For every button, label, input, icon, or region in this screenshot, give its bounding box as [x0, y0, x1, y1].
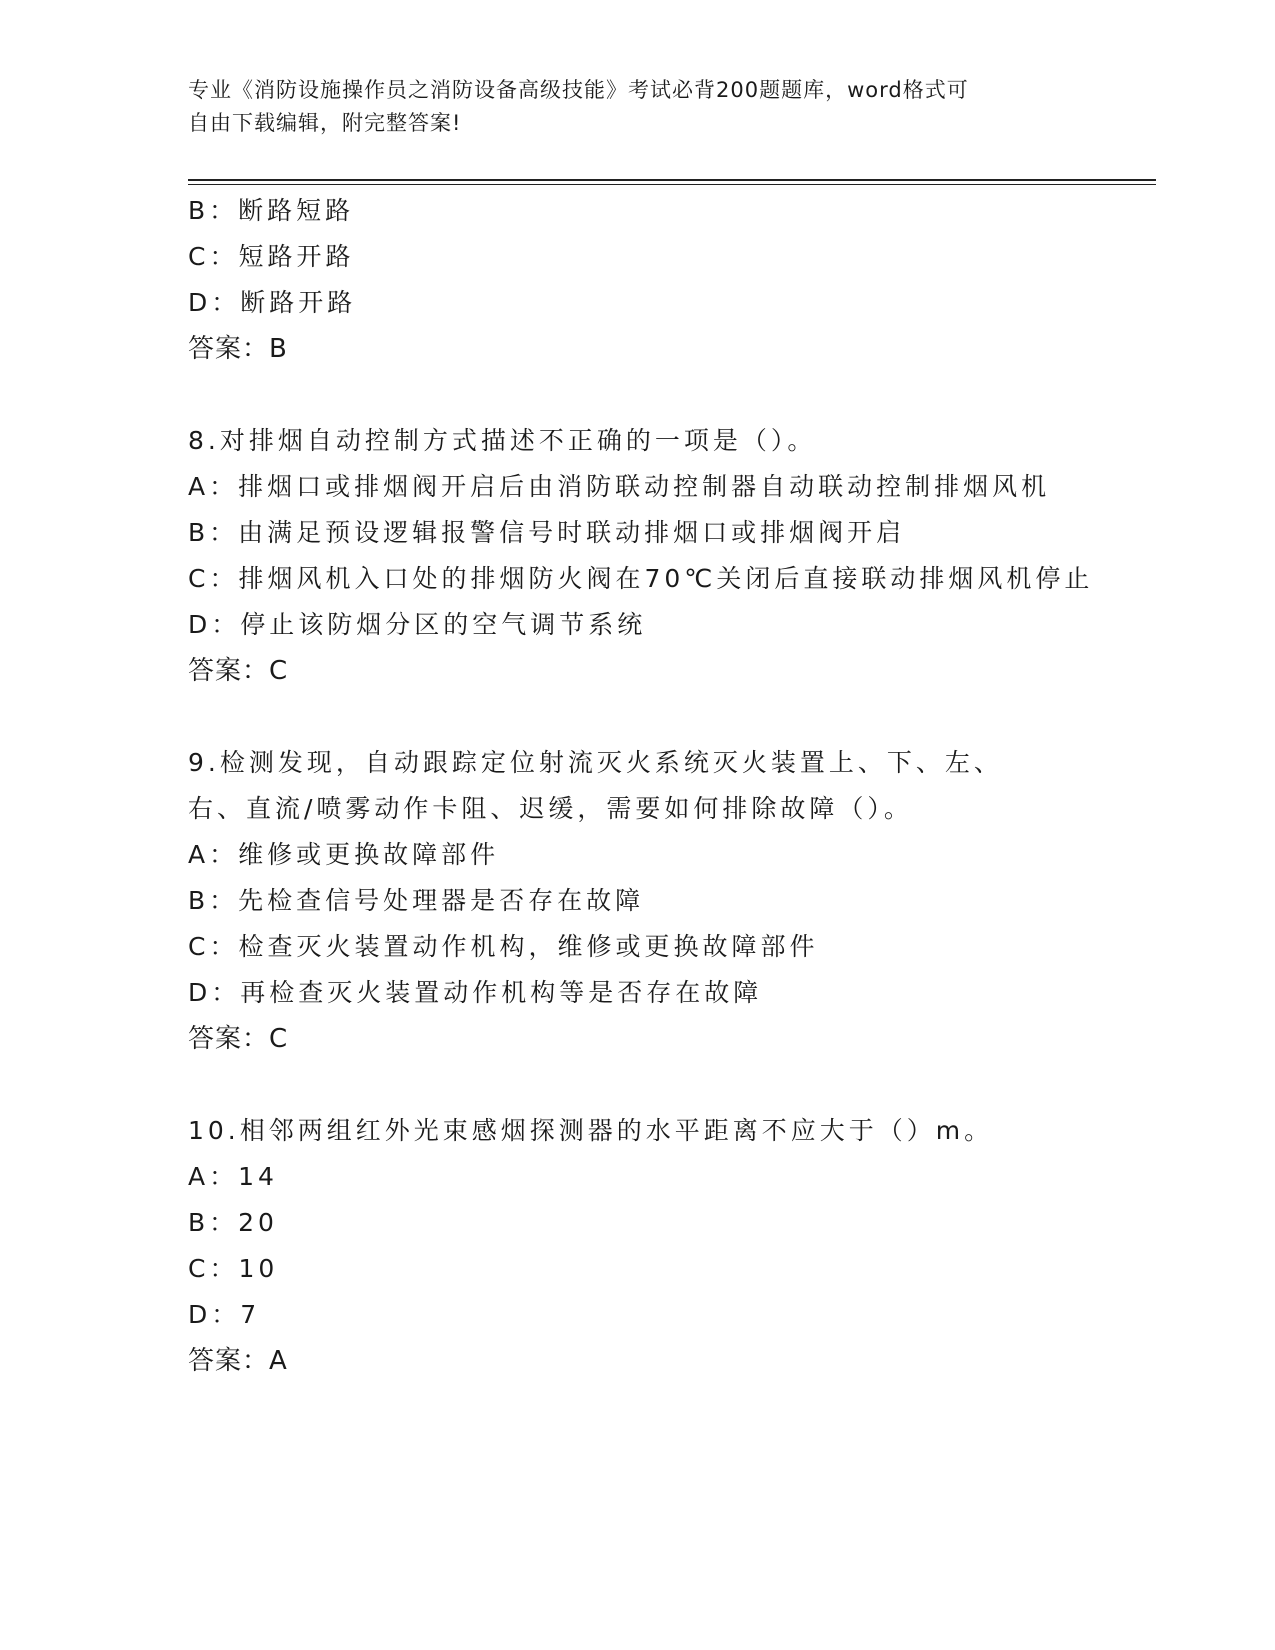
document-header [188, 74, 1088, 140]
question-9 [188, 740, 1156, 1062]
answer-line: 答案：B [188, 334, 288, 364]
question-text: 10.相邻两组红外光束感烟探测器的水平距离不应大于（）m。 [188, 1116, 994, 1145]
answer-line: 答案：A [188, 1346, 288, 1376]
header-divider-thick [188, 179, 1156, 181]
option-a: A：14 [188, 1162, 278, 1191]
option-d: D：停止该防烟分区的空气调节系统 [188, 610, 647, 639]
option-a: A：维修或更换故障部件 [188, 840, 500, 869]
question-list [188, 188, 1156, 1384]
answer-line: 答案：C [188, 656, 289, 686]
question-text: 9.检测发现，自动跟踪定位射流灭火系统灭火装置上、下、左、右、直流/喷雾动作卡阻、迟缓，需要如何排除故障（）。 [188, 748, 1003, 823]
question-8 [188, 418, 1156, 694]
option-b: B：20 [188, 1208, 278, 1237]
question-10 [188, 1108, 1156, 1384]
header-line-1: 专业《消防设施操作员之消防设备高级技能》考试必背200题题库，word格式可 [188, 78, 969, 102]
header-line-2: 自由下载编辑，附完整答案! [188, 111, 462, 135]
option-c: C：排烟风机入口处的排烟防火阀在70℃关闭后直接联动排烟风机停止 [188, 564, 1094, 593]
option-d: D：再检查灭火装置动作机构等是否存在故障 [188, 978, 763, 1007]
option-b: B：由满足预设逻辑报警信号时联动排烟口或排烟阀开启 [188, 518, 906, 547]
option-d: D：断路开路 [188, 288, 357, 317]
answer-line: 答案：C [188, 1024, 289, 1054]
option-a: A：排烟口或排烟阀开启后由消防联动控制器自动联动控制排烟风机 [188, 472, 1051, 501]
question-text: 8.对排烟自动控制方式描述不正确的一项是（）。 [188, 426, 817, 455]
header-divider-thin [188, 184, 1156, 185]
option-c: C：10 [188, 1254, 279, 1283]
option-c: C：检查灭火装置动作机构，维修或更换故障部件 [188, 932, 819, 961]
question-7-continued [188, 188, 1156, 372]
option-b: B：断路短路 [188, 196, 355, 225]
option-c: C：短路开路 [188, 242, 355, 271]
option-b: B：先检查信号处理器是否存在故障 [188, 886, 645, 915]
option-d: D：7 [188, 1300, 261, 1329]
